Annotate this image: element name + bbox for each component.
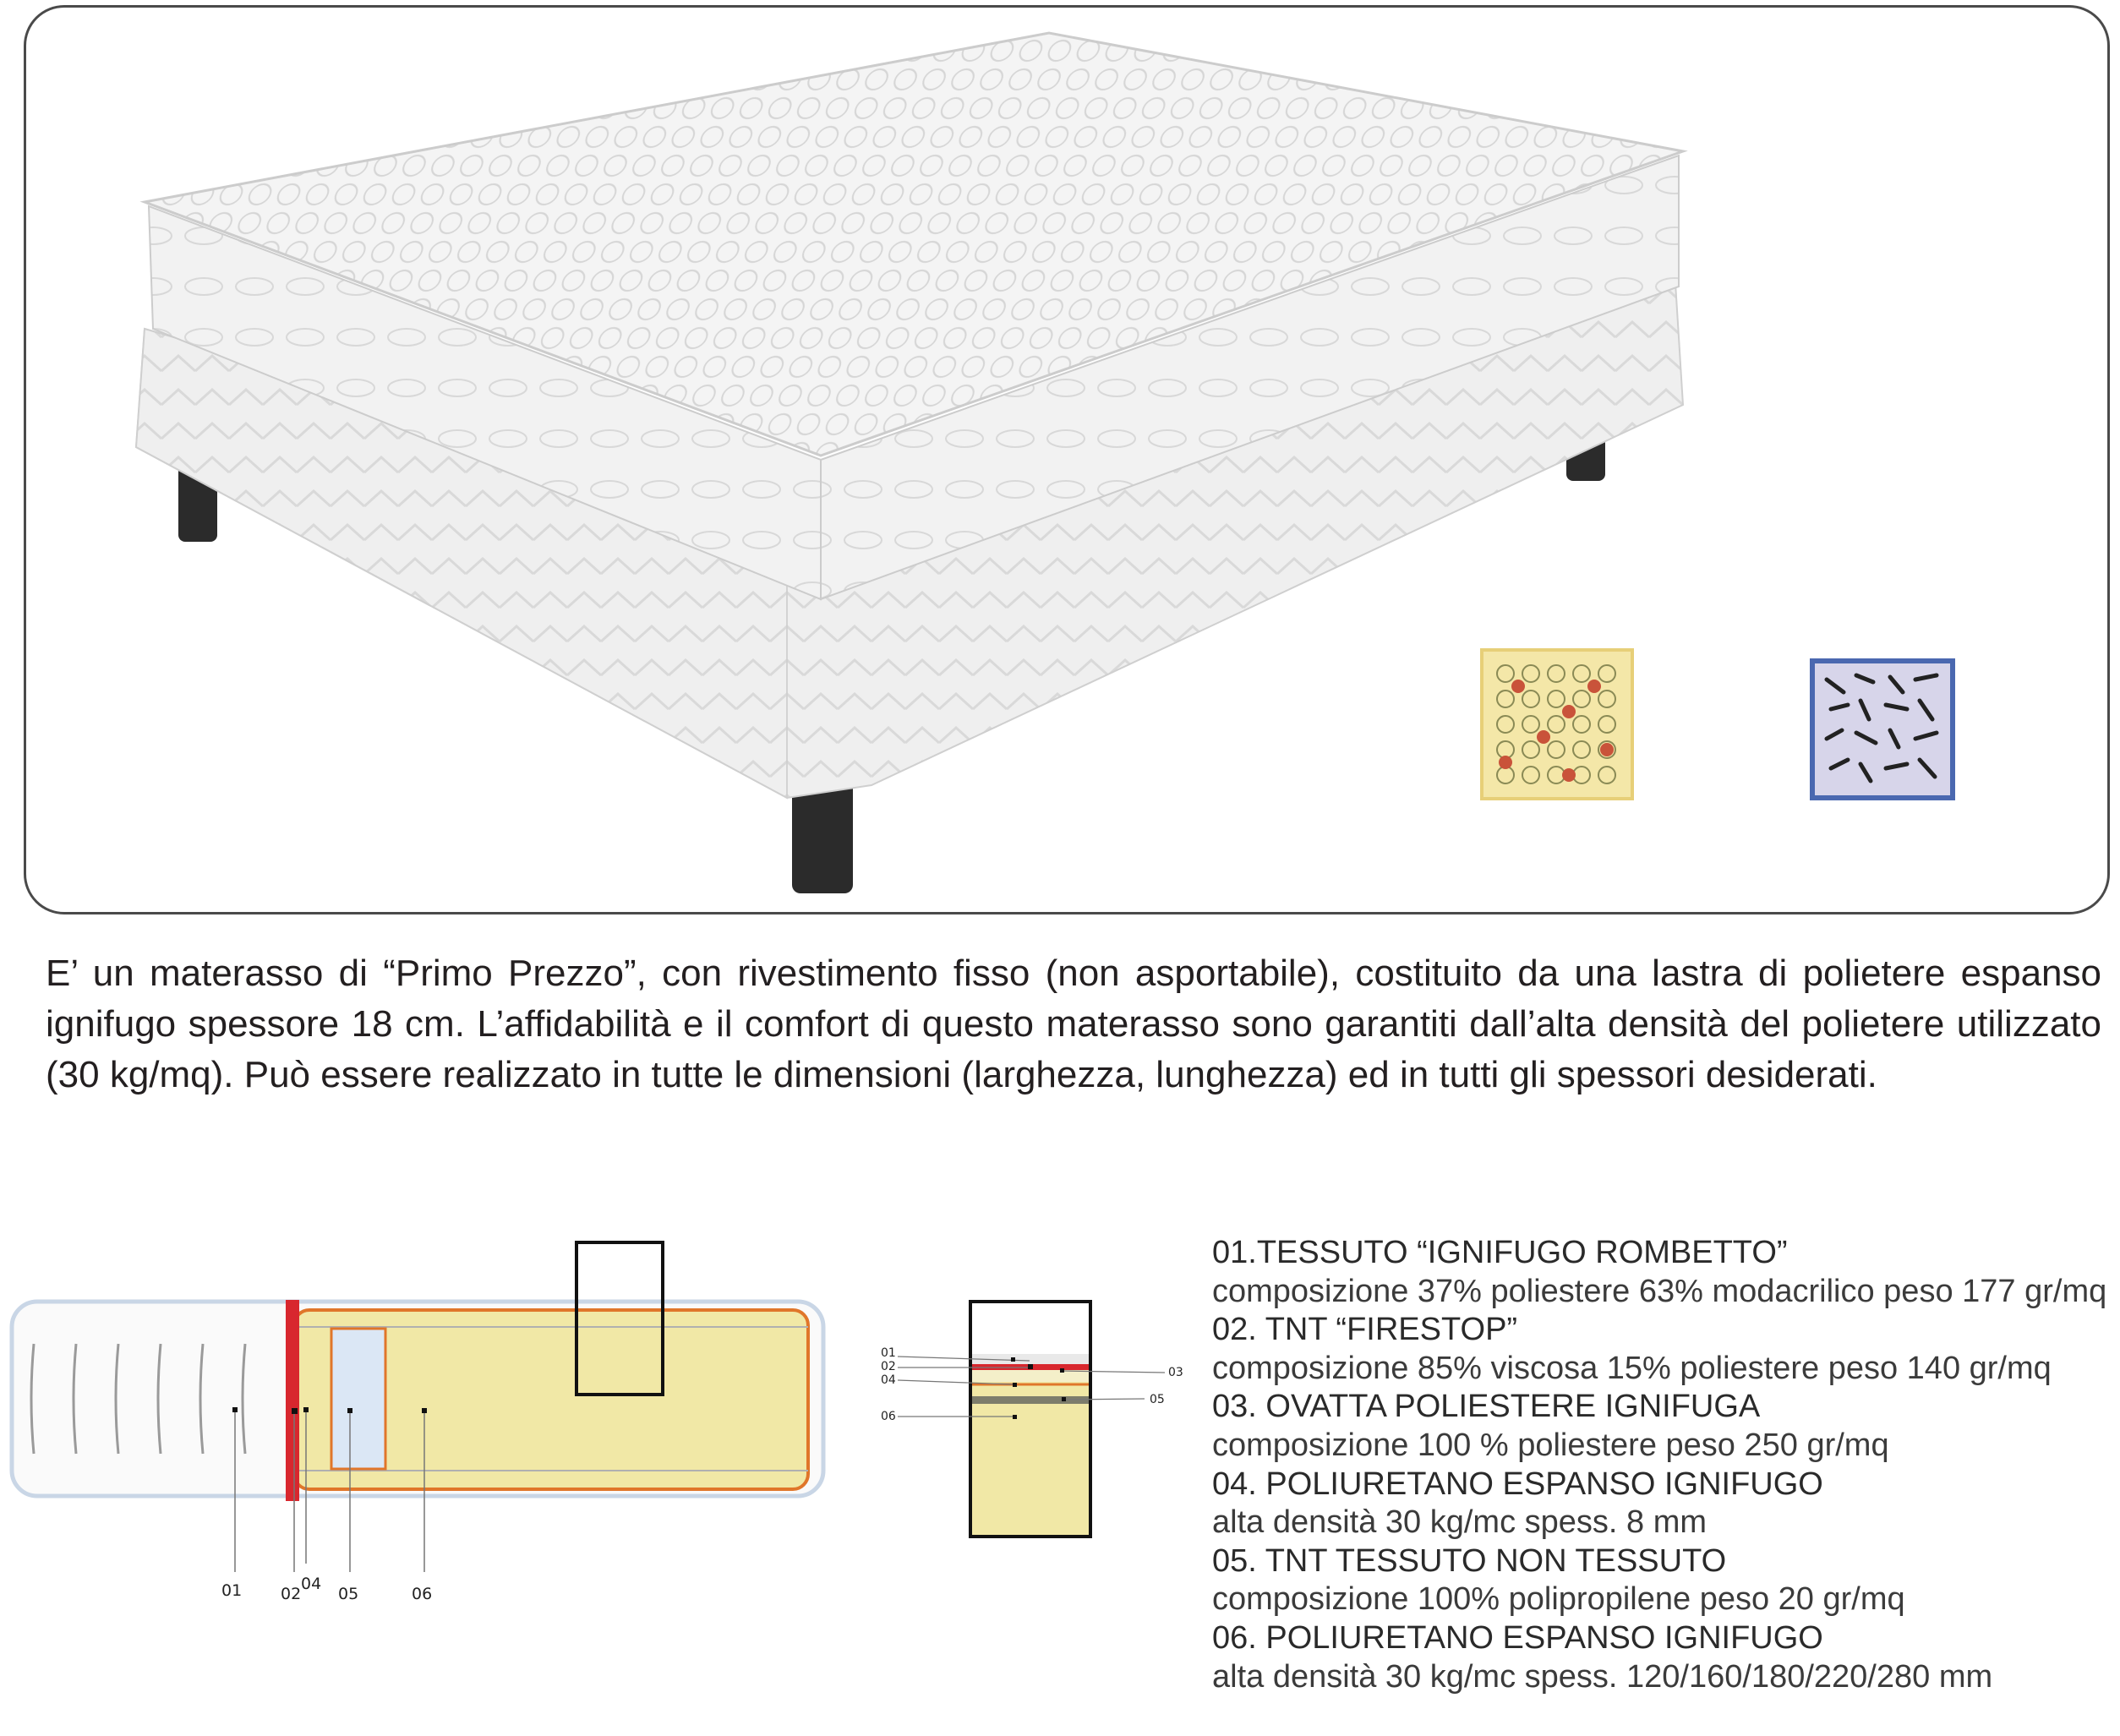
layer-detail-03: composizione 100 % poliestere peso 250 gr/mq — [1212, 1427, 1889, 1463]
cross-label-02: 02 — [281, 1585, 302, 1603]
detail-label-05: 05 — [1150, 1393, 1165, 1406]
detail-section-diagram — [862, 1276, 1200, 1564]
cross-label-04: 04 — [301, 1575, 322, 1593]
cross-label-01: 01 — [221, 1581, 243, 1600]
product-image-panel — [24, 5, 2110, 914]
wadding-panel — [331, 1329, 385, 1469]
detail-label-03: 03 — [1168, 1366, 1183, 1379]
layer-detail-04: alta densità 30 kg/mc spess. 8 mm — [1212, 1504, 1707, 1541]
cross-label-05: 05 — [338, 1585, 359, 1603]
layer-title-03: 03. OVATTA POLIESTERE IGNIFUGA — [1212, 1389, 1761, 1425]
detail-label-04: 04 — [881, 1373, 896, 1387]
cross-label-06: 06 — [412, 1585, 433, 1603]
detail-wadding — [970, 1370, 1090, 1382]
layer-title-01: 01.TESSUTO “IGNIFUGO ROMBETTO” — [1212, 1235, 1788, 1270]
layer-detail-06: alta densità 30 kg/mc spess. 120/160/180/220/280 mm — [1212, 1658, 1993, 1695]
product-description: E’ un materasso di “Primo Prezzo”, con rivestimento fisso (non asportabile), costituito da una lastra di polietere espanso ignifugo spessore 18 cm. L’affidabilità e il comfort di questo materasso sono garantiti dall’alta densità del polietere utilizzato (30 kg/mq). Può essere realizzato in tutte le dimensioni (larghezza, lunghezza) ed in tutti gli spessori desiderati. — [46, 953, 2101, 1095]
layer-detail-05: composizione 100% polipropilene peso 20 gr/mq — [1212, 1581, 1905, 1618]
detail-label-01: 01 — [881, 1346, 896, 1360]
fire-layer — [286, 1300, 299, 1501]
foam-badge — [1480, 648, 1632, 719]
layer-spec-list — [1212, 1234, 2108, 1696]
foam-density-icon — [1480, 648, 1634, 800]
detail-tnt — [970, 1396, 1090, 1404]
mattress-illustration — [26, 8, 2107, 912]
cross-section-diagram — [0, 1217, 845, 1623]
detail-label-06: 06 — [881, 1410, 896, 1423]
layer-detail-01: composizione 37% poliestere 63% modacrilico peso 177 gr/mq — [1212, 1273, 2107, 1309]
detail-label-02: 02 — [881, 1360, 896, 1373]
layer-title-04: 04. POLIURETANO ESPANSO IGNIFUGO — [1212, 1466, 1823, 1502]
layer-title-06: 06. POLIURETANO ESPANSO IGNIFUGO — [1212, 1619, 1823, 1656]
layer-title-05: 05. TNT TESSUTO NON TESSUTO — [1212, 1542, 1727, 1579]
fiber-badge — [1810, 658, 1965, 729]
fiber-padding-icon — [1810, 658, 1955, 800]
layer-title-02: 02. TNT “FIRESTOP” — [1212, 1312, 1518, 1348]
layer-detail-02: composizione 85% viscosa 15% poliestere peso 140 gr/mq — [1212, 1350, 2052, 1386]
